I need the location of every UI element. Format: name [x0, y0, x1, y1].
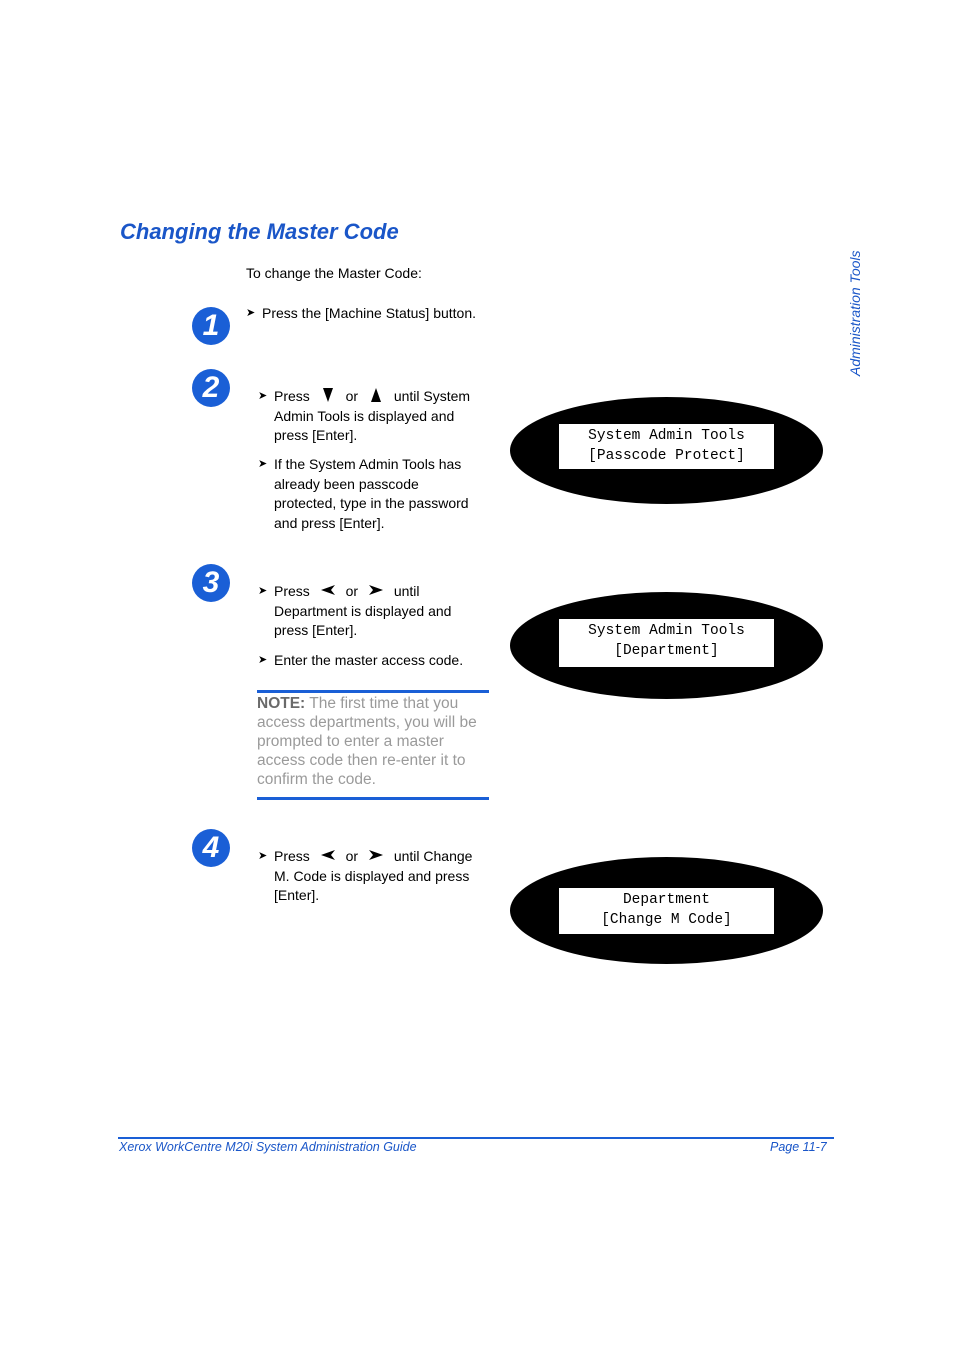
footer-page-number: Page 11-7: [770, 1140, 827, 1154]
step-3-number: 3: [202, 566, 220, 599]
footer-rule: [118, 1137, 834, 1139]
footer-guide-title: Xerox WorkCentre M20i System Administration Guide: [119, 1140, 417, 1154]
press-label: Press: [274, 388, 310, 404]
note-label: NOTE:: [257, 695, 306, 712]
lcd-display-2: [510, 397, 823, 504]
left-arrow-icon: [320, 582, 336, 596]
or-label: or: [345, 583, 359, 599]
note-top-rule: [257, 690, 489, 693]
step-4-badge: [192, 829, 230, 867]
bullet-arrow-icon: ➤: [258, 585, 268, 597]
step-2-badge: [192, 369, 230, 407]
or-label: or: [345, 848, 359, 864]
right-arrow-icon: [368, 847, 384, 861]
step-1-badge: [192, 307, 230, 345]
step-2-number: 2: [202, 371, 220, 404]
lcd-screen-4: [559, 888, 774, 934]
lcd-display-4: [510, 857, 823, 964]
or-label: or: [345, 388, 359, 404]
lcd-screen-3: [559, 619, 774, 667]
step-1-number: 1: [202, 309, 220, 342]
step-2-bullet-1-rest: Admin Tools is displayed and press [Enter].: [274, 407, 455, 443]
until-label: until Change: [393, 848, 473, 864]
lcd-line-2: [Department]: [614, 642, 719, 659]
bullet-arrow-icon: ➤: [258, 654, 268, 666]
intro-text: To change the Master Code:: [246, 265, 422, 281]
right-arrow-icon: [368, 582, 384, 596]
lcd-line-2: [Change M Code]: [601, 911, 732, 928]
step-1-bullet-text: Press the [Machine Status] button.: [262, 305, 477, 321]
note-box: [257, 694, 489, 789]
step-3-bullet-1: [258, 582, 488, 642]
lcd-line-1: System Admin Tools: [588, 623, 745, 639]
step-4-bullet-1: [258, 847, 488, 907]
press-label: Press: [274, 848, 310, 864]
step-2-bullet-1: [258, 387, 488, 447]
lcd-line-1: Department: [622, 892, 710, 908]
bullet-arrow-icon: ➤: [258, 390, 268, 402]
step-4-bullet-1-rest: M. Code is displayed and press [Enter].: [274, 867, 470, 903]
press-label: Press: [274, 583, 310, 599]
left-arrow-icon: [320, 847, 336, 861]
bullet-arrow-icon: ➤: [246, 307, 256, 319]
step-2-bullet-2-text: If the System Admin Tools has already been passcode protected, type in the password and press [Enter].: [274, 456, 469, 531]
bullet-arrow-icon: ➤: [258, 458, 268, 470]
chapter-side-tab: [845, 226, 867, 376]
until-label: until: [393, 583, 420, 599]
lcd-line-2: [Passcode Protect]: [588, 447, 745, 464]
down-arrow-icon: [320, 387, 336, 401]
step-4-number: 4: [202, 831, 220, 864]
chapter-side-tab-label: Administration Tools: [847, 250, 863, 376]
section-title: Changing the Master Code: [120, 219, 399, 244]
note-text: The first time that you access departments, you will be prompted to enter a master access code then re-enter it to confirm the code.: [257, 695, 477, 788]
note-bottom-rule: [257, 797, 489, 800]
up-arrow-icon: [368, 387, 384, 401]
step-3-bullet-2-text: Enter the master access code.: [274, 652, 464, 668]
step-3-bullet-1-rest: Department is displayed and press [Enter].: [274, 602, 452, 638]
step-3-bullet-2: [258, 651, 488, 671]
step-2-bullet-2: [258, 455, 488, 535]
bullet-arrow-icon: ➤: [258, 850, 268, 862]
lcd-screen-2: [559, 424, 774, 469]
until-label: until System: [393, 388, 471, 404]
step-3-badge: [192, 564, 230, 602]
lcd-line-1: System Admin Tools: [588, 428, 745, 444]
step-1-bullet: [246, 304, 506, 324]
lcd-display-3: [510, 592, 823, 699]
